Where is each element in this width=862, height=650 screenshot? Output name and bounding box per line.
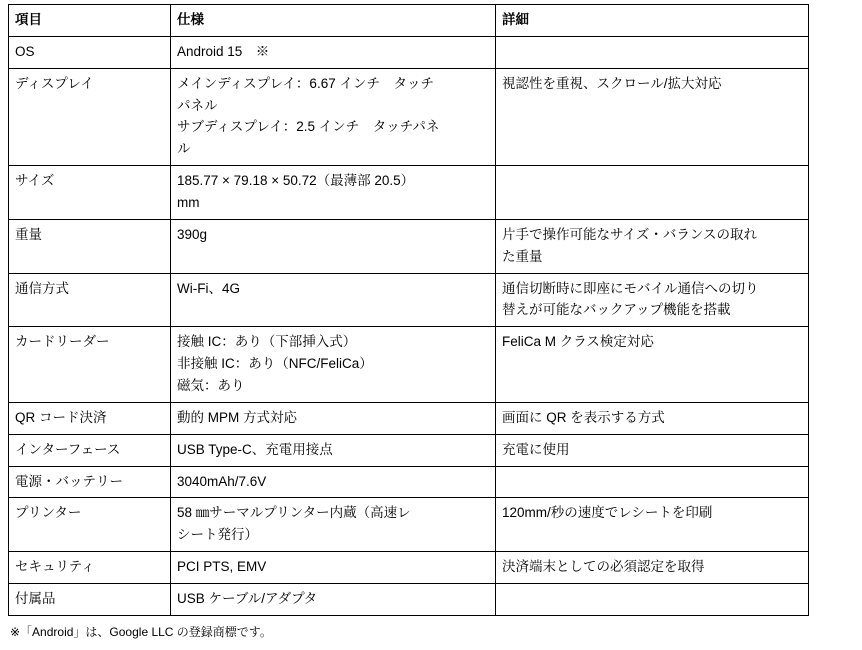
cell-item: OS [9, 36, 171, 68]
cell-detail-line: 片手で操作可能なサイズ・バランスの取れ [502, 226, 758, 242]
cell-spec [171, 434, 496, 466]
cell-spec [171, 273, 496, 327]
cell-item: セキュリティ [9, 552, 171, 584]
cell-item: QR コード決済 [9, 402, 171, 434]
cell-detail-line: FeliCa M クラス検定対応 [502, 334, 654, 350]
cell-detail [496, 68, 809, 165]
table-row [9, 552, 809, 584]
column-header-spec: 仕様 [171, 5, 496, 37]
cell-item: サイズ [9, 166, 171, 220]
table-row [9, 584, 809, 616]
cell-spec-line: メインディスプレイ：6.67 インチ タッチ [177, 75, 434, 91]
column-header-detail: 詳細 [496, 5, 809, 37]
cell-spec-line: mm [177, 195, 200, 211]
cell-spec [171, 327, 496, 403]
cell-detail-line: 替えが可能なバックアップ機能を搭載 [502, 302, 731, 318]
cell-spec-line: 接触 IC：あり（下部挿入式） [177, 334, 357, 350]
cell-spec [171, 68, 496, 165]
cell-spec [171, 498, 496, 552]
cell-detail [496, 402, 809, 434]
footnote-text: ※「Android」は、Google LLC の登録商標です。 [10, 624, 272, 639]
table-row [9, 68, 809, 165]
column-header-item: 項目 [9, 5, 171, 37]
cell-detail-line: 画面に QR を表示する方式 [502, 409, 665, 425]
cell-detail [496, 466, 809, 498]
cell-spec-line: 動的 MPM 方式対応 [177, 409, 297, 425]
cell-detail [496, 273, 809, 327]
cell-item: インターフェース [9, 434, 171, 466]
cell-spec-line: シート発行） [177, 527, 258, 543]
specification-table [8, 4, 809, 616]
table-row [9, 219, 809, 273]
cell-spec-line: USB ケーブル/アダプタ [177, 591, 318, 607]
cell-spec-line: 185.77 × 79.18 × 50.72（最薄部 20.5） [177, 173, 415, 189]
cell-detail-line: 通信切断時に即座にモバイル通信への切り [502, 280, 759, 296]
table-row [9, 498, 809, 552]
cell-detail-line: 決済端末としての必須認定を取得 [502, 559, 705, 575]
table-row [9, 327, 809, 403]
cell-item: プリンター [9, 498, 171, 552]
table-row [9, 273, 809, 327]
cell-spec [171, 466, 496, 498]
cell-detail-line: た重量 [502, 248, 543, 264]
cell-spec-line: サブディスプレイ：2.5 インチ タッチパネ [177, 119, 440, 135]
cell-spec-line: Android 15 ※ [177, 43, 270, 59]
cell-detail-line: 120mm/秒の速度でレシートを印刷 [502, 505, 713, 521]
table-body [9, 36, 809, 615]
cell-detail [496, 219, 809, 273]
cell-detail-line: 視認性を重視、スクロール/拡大対応 [502, 75, 722, 91]
cell-spec [171, 584, 496, 616]
table-header-row [9, 5, 809, 37]
cell-spec-line: Wi-Fi、4G [177, 280, 240, 296]
cell-spec-line: PCI PTS, EMV [177, 559, 267, 575]
cell-spec [171, 36, 496, 68]
cell-spec-line: 3040mAh/7.6V [177, 473, 267, 489]
cell-item: カードリーダー [9, 327, 171, 403]
cell-spec-line: 390g [177, 226, 208, 242]
cell-spec [171, 219, 496, 273]
cell-detail [496, 552, 809, 584]
cell-spec [171, 166, 496, 220]
cell-item: 電源・バッテリー [9, 466, 171, 498]
cell-detail [496, 434, 809, 466]
cell-detail [496, 498, 809, 552]
table-header [9, 5, 809, 37]
cell-spec-line: パネル [177, 97, 218, 113]
cell-spec-line: USB Type-C、充電用接点 [177, 441, 333, 457]
cell-spec-line: 58 ㎜サーマルプリンター内蔵（高速レ [177, 505, 411, 521]
cell-detail [496, 584, 809, 616]
cell-item: ディスプレイ [9, 68, 171, 165]
cell-spec [171, 402, 496, 434]
table-row [9, 434, 809, 466]
cell-spec-line: ル [177, 141, 191, 157]
cell-item: 重量 [9, 219, 171, 273]
cell-spec-line: 磁気：あり [177, 378, 245, 394]
cell-item: 付属品 [9, 584, 171, 616]
table-row [9, 402, 809, 434]
cell-detail [496, 327, 809, 403]
table-row [9, 466, 809, 498]
cell-spec [171, 552, 496, 584]
cell-detail [496, 166, 809, 220]
cell-item: 通信方式 [9, 273, 171, 327]
cell-spec-line: 非接触 IC：あり（NFC/FeliCa） [177, 356, 373, 372]
table-row [9, 36, 809, 68]
table-row [9, 166, 809, 220]
cell-detail-line: 充電に使用 [502, 441, 570, 457]
cell-detail [496, 36, 809, 68]
